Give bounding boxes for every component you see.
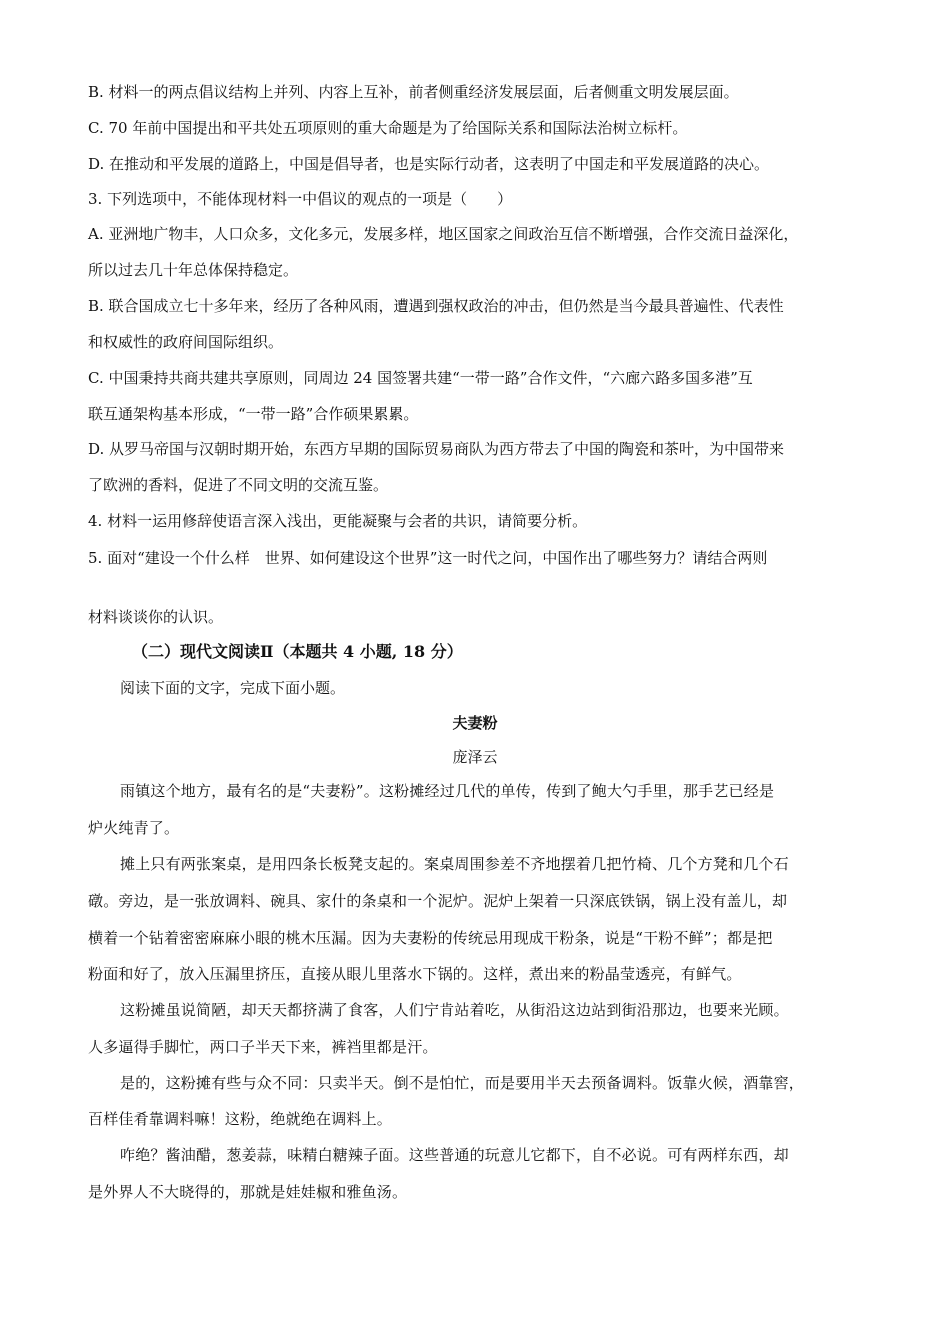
- q3-option-a-line-2: 所以过去几十年总体保持稳定。: [88, 261, 299, 279]
- question-3: 3. 下列选项中，不能体现材料一中倡议的观点的一项是（ ）: [88, 190, 513, 208]
- story-paragraph-2-line-1: 摊上只有两张案桌，是用四条长板凳支起的。案桌周围参差不齐地摆着几把竹椅、几个方凳和几个石: [120, 855, 789, 873]
- story-paragraph-2-line-2: 礅。旁边，是一张放调料、碗具、家什的条桌和一个泥炉。泥炉上架着一只深底铁锅，锅上没有盖儿，却: [88, 892, 788, 910]
- story-author: 庞泽云: [452, 748, 498, 766]
- story-paragraph-4-line-2: 百样佳肴靠调料嘛！这粉，绝就绝在调料上。: [88, 1110, 393, 1128]
- option-c-line: C. 70 年前中国提出和平共处五项原则的重大命题是为了给国际关系和国际法治树立标杆。: [88, 119, 688, 137]
- story-title: 夫妻粉: [452, 714, 498, 732]
- q3-option-c-line-1: C. 中国秉持共商共建共享原则，同周边 24 国签署共建“一带一路”合作文件，“六廊六路多国多港”互: [88, 369, 753, 387]
- q3-option-d-line-1: D. 从罗马帝国与汉朝时期开始，东西方早期的国际贸易商队为西方带去了中国的陶瓷和茶叶，为中国带来: [88, 440, 785, 458]
- section-heading: （二）现代文阅读Ⅱ（本题共 4 小题, 18 分）: [132, 642, 463, 661]
- reading-instruction: 阅读下面的文字，完成下面小题。: [120, 679, 346, 697]
- story-paragraph-1-line-1: 雨镇这个地方，最有名的是“夫妻粉”。这粉摊经过几代的单传，传到了鲍大勺手里，那手艺已经是: [120, 782, 775, 800]
- story-paragraph-2-line-4: 粉面和好了，放入压漏里挤压，直接从眼儿里落水下锅的。这样，煮出来的粉晶莹透亮，有鲜气。: [88, 965, 742, 983]
- q3-option-d-line-2: 了欧洲的香料，促进了不同文明的交流互鉴。: [88, 476, 389, 494]
- option-b-line: B. 材料一的两点倡议结构上并列、内容上互补，前者侧重经济发展层面，后者侧重文明发展层面。: [88, 83, 739, 101]
- question-4: 4. 材料一运用修辞使语言深入浅出，更能凝聚与会者的共识，请简要分析。: [88, 512, 588, 530]
- story-paragraph-4-line-1: 是的，这粉摊有些与众不同：只卖半天。倒不是怕忙，而是要用半天去预备调料。饭靠火候，酒靠窖，: [120, 1074, 805, 1092]
- q3-option-a-line-1: A. 亚洲地广物丰，人口众多，文化多元，发展多样，地区国家之间政治互信不断增强，合作交流日益深化，: [88, 225, 799, 243]
- q3-option-b-line-1: B. 联合国成立七十多年来，经历了各种风雨，遭遇到强权政治的冲击，但仍然是当今最具普遍性、代表性: [88, 297, 784, 315]
- option-d-line: D. 在推动和平发展的道路上，中国是倡导者，也是实际行动者，这表明了中国走和平发展道路的决心。: [88, 155, 770, 173]
- story-paragraph-3-line-2: 人多逼得手脚忙，两口子半天下来，裤裆里都是汗。: [88, 1038, 438, 1056]
- question-5-line-2: 材料谈谈你的认识。: [88, 608, 224, 626]
- story-paragraph-5-line-1: 咋绝？酱油醋，葱姜蒜，味精白糖辣子面。这些普通的玩意儿它都下，自不必说。可有两样东西，却: [120, 1146, 789, 1164]
- q3-option-c-line-2: 联互通架构基本形成，“一带一路”合作硕果累累。: [88, 405, 419, 423]
- q3-option-b-line-2: 和权威性的政府间国际组织。: [88, 333, 284, 351]
- story-paragraph-3-line-1: 这粉摊虽说简陋，却天天都挤满了食客，人们宁肯站着吃，从街沿这边站到街沿那边，也要来光顾。: [120, 1001, 789, 1019]
- story-paragraph-1-line-2: 炉火纯青了。: [88, 819, 180, 837]
- story-paragraph-5-line-2: 是外界人不大晓得的，那就是娃娃椒和雅鱼汤。: [88, 1183, 408, 1201]
- story-paragraph-2-line-3: 横着一个钻着密密麻麻小眼的桃木压漏。因为夫妻粉的传统忌用现成干粉条，说是“干粉不鲜”；都是把: [88, 929, 773, 947]
- question-5-line-1: 5. 面对“建设一个什么样 世界、如何建设这个世界”这一时代之问，中国作出了哪些努力？请结合两则: [88, 549, 768, 567]
